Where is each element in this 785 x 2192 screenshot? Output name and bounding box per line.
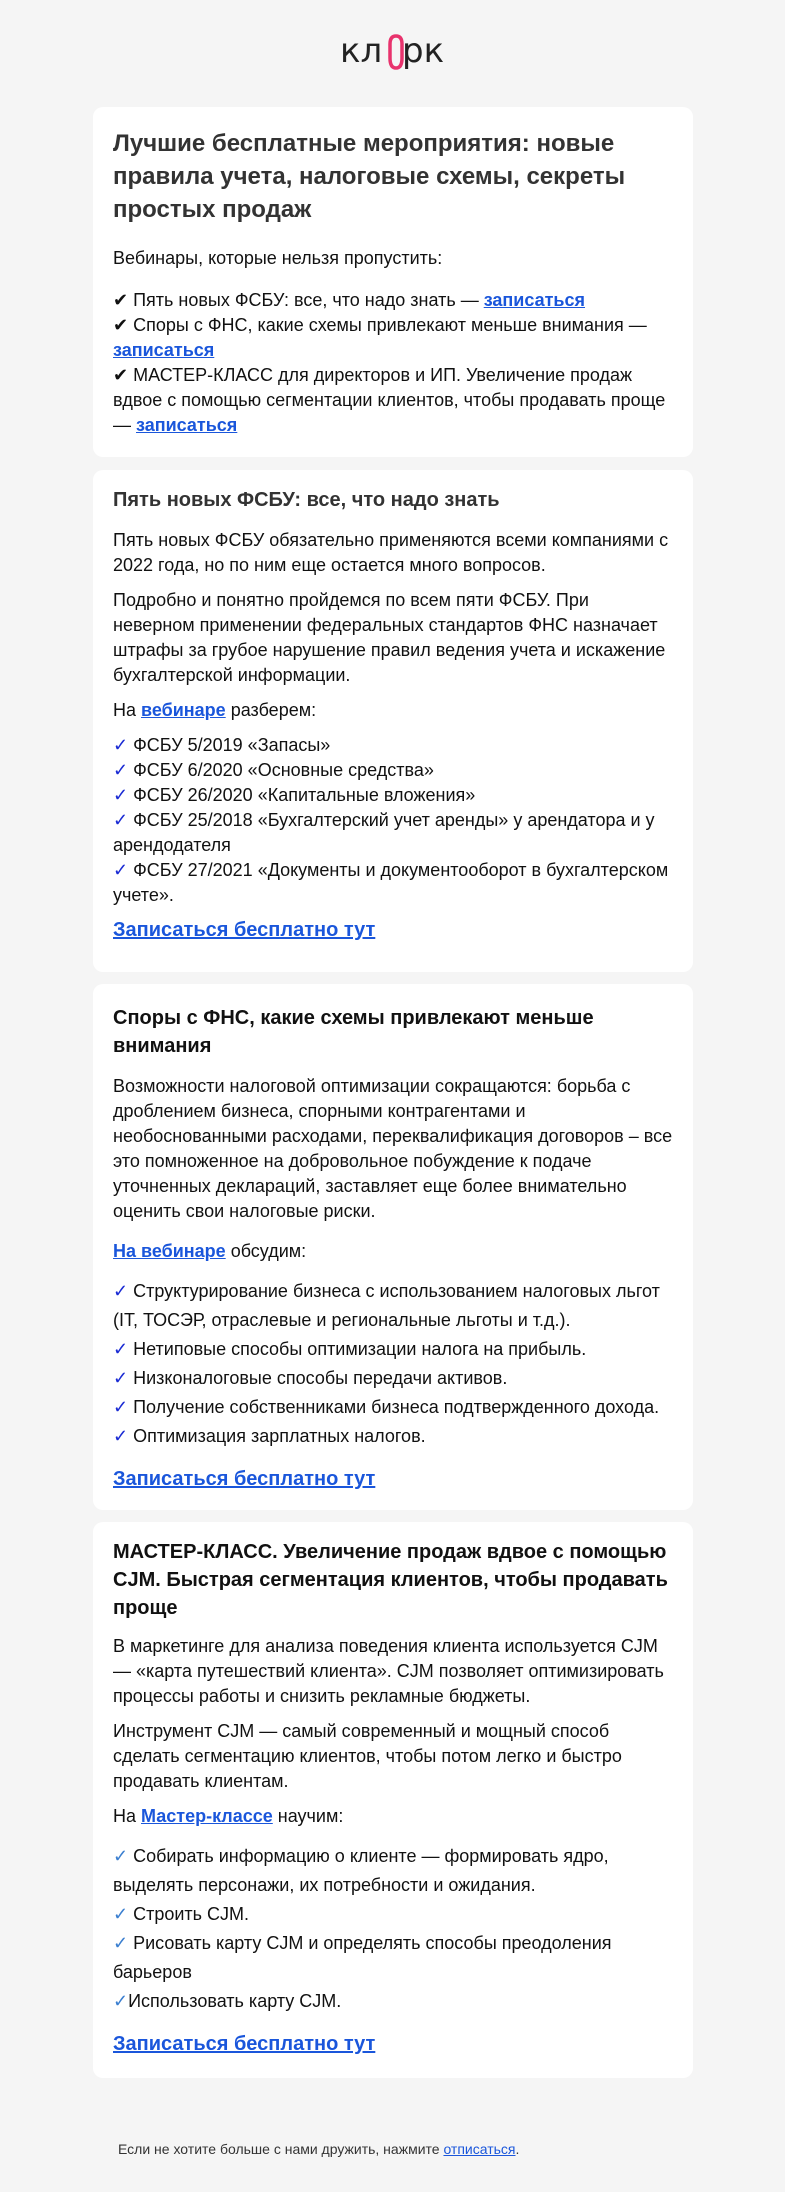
list-item: ✓ ФСБУ 6/2020 «Основные средства» (113, 760, 434, 780)
master-paragraph-2: Инструмент CJM — самый современный и мощный способ сделать сегментацию клиентов, чтобы потом легко и быстро продавать клиентам. (113, 1721, 622, 1791)
list-item: ✓ ФСБУ 26/2020 «Капитальные вложения» (113, 785, 476, 805)
check-icon: ✔ (113, 290, 129, 310)
intro-item: ✔ Пять новых ФСБУ: все, что надо знать — записаться (113, 290, 585, 310)
list-item: ✓ Структурирование бизнеса с использованием налоговых льгот (IT, ТОСЭР, отраслевые и региональные льготы и т.д.). (113, 1281, 660, 1330)
checkmark-icon: ✓ (113, 1281, 129, 1301)
signup-link-fsbu[interactable]: записаться (483, 290, 585, 310)
intro-list (113, 288, 673, 438)
webinar-link[interactable]: На вебинаре (113, 1241, 226, 1261)
fns-list (113, 1277, 673, 1451)
checkmark-icon: ✓ (113, 1904, 129, 1924)
checkmark-icon: ✓ (113, 860, 129, 880)
masterclass-link[interactable]: Мастер-классе (141, 1806, 273, 1826)
checkmark-icon: ✓ (113, 760, 129, 780)
master-list (113, 1842, 673, 2016)
checkmark-icon: ✓ (113, 1339, 129, 1359)
svg-text:кл: кл (339, 31, 382, 71)
intro-item: ✔ Споры с ФНС, какие схемы привлекают меньше внимания — записаться (113, 315, 647, 360)
list-item: ✓ Собирать информацию о клиенте — формировать ядро, выделять персонажи, их потребности и ожидания. (113, 1846, 609, 1895)
master-list-intro: На Мастер-классе научим: (113, 1806, 344, 1826)
master-title: МАСТЕР-КЛАСС. Увеличение продаж вдвое с помощью CJM. Быстрая сегментация клиентов, чтобы продавать проще (113, 1541, 668, 1619)
list-item: ✓ ФСБУ 5/2019 «Запасы» (113, 735, 331, 755)
unsubscribe-link[interactable]: отписаться (443, 2141, 516, 2157)
fns-title: Споры с ФНС, какие схемы привлекают меньше внимания (113, 1007, 594, 1057)
list-item: ✓ ФСБУ 27/2021 «Документы и документооборот в бухгалтерском учете». (113, 860, 669, 905)
fsbu-card (93, 470, 693, 972)
list-item: ✓ Низконалоговые способы передачи активов. (113, 1368, 508, 1388)
klerk-logo-icon (338, 30, 448, 74)
webinar-link[interactable]: вебинаре (141, 700, 226, 720)
master-signup-button[interactable]: Записаться бесплатно тут (113, 2033, 376, 2055)
list-item: ✓Использовать карту CJM. (113, 1991, 342, 2011)
check-icon: ✔ (113, 315, 129, 335)
checkmark-icon: ✓ (113, 1933, 129, 1953)
checkmark-icon: ✓ (113, 1991, 129, 2011)
fns-card (93, 984, 693, 1510)
fsbu-list (113, 733, 673, 908)
footer: Если не хотите больше с нами дружить, нажмите отписаться. (118, 2141, 520, 2157)
logo[interactable] (0, 30, 785, 74)
list-item: ✓ ФСБУ 25/2018 «Бухгалтерский учет аренды» у арендатора и у арендодателя (113, 810, 655, 855)
fsbu-paragraph-2: Подробно и понятно пройдемся по всем пяти ФСБУ. При неверном применении федеральных стандартов ФНС назначает штрафы за грубое нарушение правил ведения учета и искажение бухгалтерской информации. (113, 590, 666, 685)
list-item: ✓ Получение собственниками бизнеса подтвержденного дохода. (113, 1397, 660, 1417)
fns-signup-button[interactable]: Записаться бесплатно тут (113, 1468, 376, 1490)
check-icon: ✔ (113, 365, 129, 385)
fsbu-list-intro: На вебинаре разберем: (113, 700, 317, 720)
fsbu-title: Пять новых ФСБУ: все, что надо знать (113, 489, 500, 511)
master-paragraph-1: В маркетинге для анализа поведения клиента используется CJM — «карта путешествий клиента». CJM позволяет оптимизировать процессы работы и снизить рекламные бюджеты. (113, 1636, 664, 1706)
checkmark-icon: ✓ (113, 810, 129, 830)
checkmark-icon: ✓ (113, 1397, 129, 1417)
checkmark-icon: ✓ (113, 1846, 129, 1866)
list-item: ✓ Строить CJM. (113, 1904, 250, 1924)
intro-lead: Вебинары, которые нельзя пропустить: (113, 248, 443, 268)
intro-item: ✔ МАСТЕР-КЛАСС для директоров и ИП. Увеличение продаж вдвое с помощью сегментации клиентов, чтобы продавать проще — записаться (113, 365, 666, 435)
fsbu-paragraph-1: Пять новых ФСБУ обязательно применяются всеми компаниями с 2022 года, но по ним еще остается много вопросов. (113, 530, 669, 575)
signup-link-master[interactable]: записаться (136, 415, 238, 435)
intro-title: Лучшие бесплатные мероприятия: новые правила учета, налоговые схемы, секреты простых продаж (113, 130, 626, 223)
checkmark-icon: ✓ (113, 1426, 129, 1446)
intro-card (93, 107, 693, 457)
checkmark-icon: ✓ (113, 1368, 129, 1388)
checkmark-icon: ✓ (113, 735, 129, 755)
list-item: ✓ Рисовать карту CJM и определять способы преодоления барьеров (113, 1933, 612, 1982)
list-item: ✓ Оптимизация зарплатных налогов. (113, 1426, 426, 1446)
master-card (93, 1522, 693, 2078)
fns-paragraph-1: Возможности налоговой оптимизации сокращаются: борьба с дроблением бизнеса, спорными контрагентами и необоснованными расходами, переквалификация договоров – все это помноженное на добровольное побуждение к подаче уточненных деклараций, заставляет еще более внимательно оценить свои налоговые риски. (113, 1076, 673, 1221)
fsbu-signup-button[interactable]: Записаться бесплатно тут (113, 919, 376, 941)
checkmark-icon: ✓ (113, 785, 129, 805)
signup-link-fns[interactable]: записаться (113, 340, 215, 360)
fns-list-intro: На вебинаре обсудим: (113, 1241, 307, 1261)
list-item: ✓ Нетиповые способы оптимизации налога на прибыль. (113, 1339, 587, 1359)
svg-text:рк: рк (401, 31, 444, 71)
